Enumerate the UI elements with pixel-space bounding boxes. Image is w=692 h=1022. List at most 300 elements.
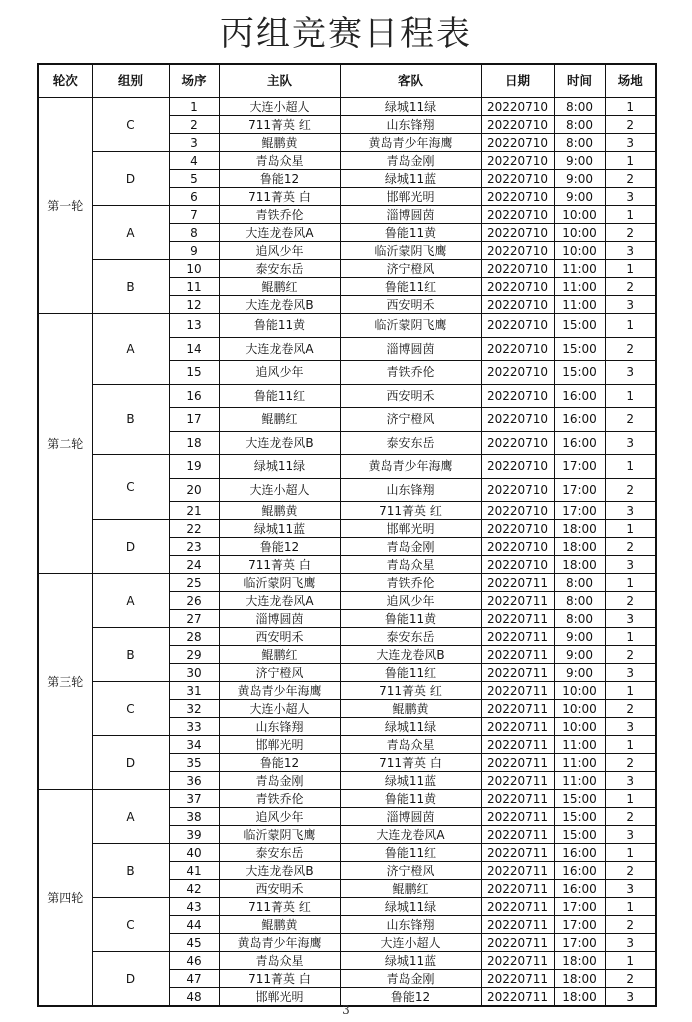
home-team: 泰安东岳	[219, 260, 340, 278]
venue: 2	[605, 646, 656, 664]
match-time: 8:00	[554, 592, 605, 610]
group-label: D	[92, 952, 169, 1007]
match-time: 8:00	[554, 98, 605, 116]
schedule-body	[38, 98, 656, 1007]
venue: 1	[605, 260, 656, 278]
venue: 3	[605, 826, 656, 844]
home-team: 青铁乔伦	[219, 790, 340, 808]
venue: 2	[605, 224, 656, 242]
venue: 3	[605, 664, 656, 682]
home-team: 鲁能12	[219, 754, 340, 772]
match-time: 10:00	[554, 242, 605, 260]
match-time: 11:00	[554, 278, 605, 296]
match-time: 17:00	[554, 478, 605, 502]
match-no: 26	[169, 592, 219, 610]
venue: 3	[605, 772, 656, 790]
match-date: 20220711	[481, 808, 554, 826]
group-label: C	[92, 898, 169, 952]
home-team: 鲲鹏红	[219, 646, 340, 664]
match-no: 43	[169, 898, 219, 916]
home-team: 大连龙卷风A	[219, 224, 340, 242]
match-date: 20220710	[481, 278, 554, 296]
match-date: 20220711	[481, 862, 554, 880]
match-no: 15	[169, 361, 219, 385]
away-team: 临沂蒙阴飞鹰	[340, 242, 481, 260]
match-no: 34	[169, 736, 219, 754]
home-team: 大连龙卷风B	[219, 431, 340, 455]
away-team: 鲁能11黄	[340, 224, 481, 242]
venue: 2	[605, 700, 656, 718]
table-row	[38, 520, 656, 538]
away-team: 绿城11蓝	[340, 952, 481, 970]
home-team: 大连龙卷风A	[219, 337, 340, 361]
match-date: 20220711	[481, 610, 554, 628]
match-time: 10:00	[554, 718, 605, 736]
match-no: 11	[169, 278, 219, 296]
match-no: 19	[169, 455, 219, 479]
match-time: 18:00	[554, 538, 605, 556]
match-date: 20220711	[481, 700, 554, 718]
header-venue: 场地	[605, 64, 656, 98]
group-label: A	[92, 574, 169, 628]
home-team: 鲲鹏黄	[219, 134, 340, 152]
match-date: 20220710	[481, 408, 554, 432]
away-team: 泰安东岳	[340, 431, 481, 455]
home-team: 鲲鹏红	[219, 278, 340, 296]
match-time: 16:00	[554, 880, 605, 898]
match-time: 18:00	[554, 556, 605, 574]
away-team: 大连龙卷风A	[340, 826, 481, 844]
away-team: 鲁能12	[340, 988, 481, 1007]
away-team: 青铁乔伦	[340, 361, 481, 385]
away-team: 山东锋翔	[340, 916, 481, 934]
venue: 3	[605, 988, 656, 1007]
home-team: 淄博圆茵	[219, 610, 340, 628]
match-time: 10:00	[554, 700, 605, 718]
match-no: 20	[169, 478, 219, 502]
header-time: 时间	[554, 64, 605, 98]
away-team: 大连龙卷风B	[340, 646, 481, 664]
match-date: 20220710	[481, 152, 554, 170]
match-date: 20220711	[481, 934, 554, 952]
home-team: 济宁橙风	[219, 664, 340, 682]
match-no: 24	[169, 556, 219, 574]
venue: 2	[605, 916, 656, 934]
home-team: 西安明禾	[219, 880, 340, 898]
away-team: 绿城11绿	[340, 718, 481, 736]
match-date: 20220710	[481, 361, 554, 385]
venue: 1	[605, 520, 656, 538]
match-no: 44	[169, 916, 219, 934]
round-label: 第四轮	[38, 790, 92, 1007]
match-date: 20220710	[481, 502, 554, 520]
match-no: 40	[169, 844, 219, 862]
match-date: 20220711	[481, 844, 554, 862]
home-team: 鲲鹏黄	[219, 916, 340, 934]
home-team: 711菁英 白	[219, 188, 340, 206]
venue: 1	[605, 384, 656, 408]
table-row	[38, 952, 656, 970]
match-no: 45	[169, 934, 219, 952]
match-time: 11:00	[554, 296, 605, 314]
match-no: 7	[169, 206, 219, 224]
home-team: 青岛众星	[219, 952, 340, 970]
round-label: 第二轮	[38, 314, 92, 574]
header-row	[38, 64, 656, 98]
match-no: 10	[169, 260, 219, 278]
away-team: 山东锋翔	[340, 116, 481, 134]
match-no: 14	[169, 337, 219, 361]
venue: 1	[605, 898, 656, 916]
table-row	[38, 736, 656, 754]
away-team: 大连小超人	[340, 934, 481, 952]
home-team: 邯郸光明	[219, 988, 340, 1007]
home-team: 追风少年	[219, 808, 340, 826]
away-team: 西安明禾	[340, 296, 481, 314]
match-date: 20220710	[481, 455, 554, 479]
group-label: D	[92, 736, 169, 790]
match-no: 22	[169, 520, 219, 538]
away-team: 鲁能11红	[340, 844, 481, 862]
group-label: C	[92, 455, 169, 520]
match-time: 18:00	[554, 988, 605, 1007]
venue: 3	[605, 188, 656, 206]
page-number: 3	[342, 1003, 350, 1017]
match-time: 9:00	[554, 664, 605, 682]
away-team: 青岛众星	[340, 556, 481, 574]
home-team: 黄岛青少年海鹰	[219, 682, 340, 700]
match-time: 16:00	[554, 408, 605, 432]
venue: 1	[605, 152, 656, 170]
match-time: 9:00	[554, 152, 605, 170]
header-match-no: 场序	[169, 64, 219, 98]
table-row	[38, 98, 656, 116]
venue: 3	[605, 361, 656, 385]
match-no: 48	[169, 988, 219, 1007]
match-no: 35	[169, 754, 219, 772]
venue: 2	[605, 478, 656, 502]
header-home: 主队	[219, 64, 340, 98]
away-team: 绿城11蓝	[340, 772, 481, 790]
home-team: 711菁英 白	[219, 556, 340, 574]
match-date: 20220711	[481, 736, 554, 754]
away-team: 711菁英 红	[340, 502, 481, 520]
match-time: 17:00	[554, 934, 605, 952]
match-time: 17:00	[554, 916, 605, 934]
match-date: 20220711	[481, 646, 554, 664]
venue: 1	[605, 574, 656, 592]
group-label: B	[92, 260, 169, 314]
match-time: 15:00	[554, 361, 605, 385]
match-date: 20220710	[481, 98, 554, 116]
match-date: 20220710	[481, 224, 554, 242]
home-team: 泰安东岳	[219, 844, 340, 862]
home-team: 鲁能11红	[219, 384, 340, 408]
match-no: 4	[169, 152, 219, 170]
away-team: 鲲鹏红	[340, 880, 481, 898]
match-time: 9:00	[554, 628, 605, 646]
venue: 1	[605, 790, 656, 808]
away-team: 泰安东岳	[340, 628, 481, 646]
away-team: 鲁能11红	[340, 278, 481, 296]
match-time: 10:00	[554, 206, 605, 224]
away-team: 淄博圆茵	[340, 206, 481, 224]
venue: 2	[605, 592, 656, 610]
match-time: 8:00	[554, 116, 605, 134]
match-date: 20220710	[481, 116, 554, 134]
away-team: 711菁英 白	[340, 754, 481, 772]
match-time: 9:00	[554, 170, 605, 188]
home-team: 鲁能11黄	[219, 314, 340, 338]
match-date: 20220711	[481, 718, 554, 736]
away-team: 济宁橙风	[340, 260, 481, 278]
table-row	[38, 260, 656, 278]
table-row	[38, 790, 656, 808]
group-label: A	[92, 206, 169, 260]
home-team: 山东锋翔	[219, 718, 340, 736]
venue: 2	[605, 970, 656, 988]
match-date: 20220711	[481, 952, 554, 970]
home-team: 鲲鹏红	[219, 408, 340, 432]
away-team: 青岛众星	[340, 736, 481, 754]
match-time: 16:00	[554, 431, 605, 455]
venue: 1	[605, 952, 656, 970]
table-row	[38, 682, 656, 700]
match-time: 15:00	[554, 314, 605, 338]
match-no: 33	[169, 718, 219, 736]
match-time: 16:00	[554, 384, 605, 408]
match-date: 20220711	[481, 628, 554, 646]
match-no: 37	[169, 790, 219, 808]
match-date: 20220710	[481, 134, 554, 152]
home-team: 711菁英 红	[219, 898, 340, 916]
match-no: 39	[169, 826, 219, 844]
venue: 1	[605, 844, 656, 862]
home-team: 鲁能12	[219, 170, 340, 188]
table-row	[38, 898, 656, 916]
match-no: 5	[169, 170, 219, 188]
table-row	[38, 574, 656, 592]
away-team: 淄博圆茵	[340, 808, 481, 826]
match-time: 17:00	[554, 502, 605, 520]
match-time: 16:00	[554, 862, 605, 880]
match-time: 15:00	[554, 790, 605, 808]
match-no: 8	[169, 224, 219, 242]
match-date: 20220710	[481, 242, 554, 260]
match-no: 29	[169, 646, 219, 664]
match-time: 11:00	[554, 260, 605, 278]
venue: 2	[605, 278, 656, 296]
match-date: 20220710	[481, 206, 554, 224]
match-time: 18:00	[554, 970, 605, 988]
home-team: 追风少年	[219, 242, 340, 260]
venue: 3	[605, 880, 656, 898]
match-date: 20220710	[481, 170, 554, 188]
match-no: 42	[169, 880, 219, 898]
match-no: 46	[169, 952, 219, 970]
group-label: B	[92, 844, 169, 898]
away-team: 追风少年	[340, 592, 481, 610]
away-team: 鲲鹏黄	[340, 700, 481, 718]
match-no: 6	[169, 188, 219, 206]
venue: 1	[605, 314, 656, 338]
match-time: 16:00	[554, 844, 605, 862]
group-label: B	[92, 384, 169, 455]
match-date: 20220710	[481, 478, 554, 502]
match-date: 20220711	[481, 970, 554, 988]
header-away: 客队	[340, 64, 481, 98]
header-round: 轮次	[38, 64, 92, 98]
match-no: 41	[169, 862, 219, 880]
group-label: D	[92, 520, 169, 574]
match-time: 8:00	[554, 574, 605, 592]
venue: 3	[605, 242, 656, 260]
match-date: 20220710	[481, 260, 554, 278]
match-no: 21	[169, 502, 219, 520]
match-no: 16	[169, 384, 219, 408]
venue: 2	[605, 170, 656, 188]
match-time: 10:00	[554, 682, 605, 700]
table-row	[38, 455, 656, 479]
venue: 2	[605, 116, 656, 134]
home-team: 大连小超人	[219, 98, 340, 116]
home-team: 邯郸光明	[219, 736, 340, 754]
away-team: 邯郸光明	[340, 520, 481, 538]
group-label: A	[92, 790, 169, 844]
match-date: 20220710	[481, 337, 554, 361]
away-team: 绿城11蓝	[340, 170, 481, 188]
match-time: 15:00	[554, 337, 605, 361]
match-no: 12	[169, 296, 219, 314]
match-date: 20220710	[481, 556, 554, 574]
match-time: 11:00	[554, 736, 605, 754]
venue: 3	[605, 934, 656, 952]
venue: 3	[605, 502, 656, 520]
match-no: 47	[169, 970, 219, 988]
match-date: 20220711	[481, 898, 554, 916]
match-date: 20220711	[481, 880, 554, 898]
venue: 3	[605, 610, 656, 628]
match-time: 17:00	[554, 898, 605, 916]
venue: 2	[605, 862, 656, 880]
match-time: 9:00	[554, 188, 605, 206]
home-team: 追风少年	[219, 361, 340, 385]
venue: 3	[605, 134, 656, 152]
match-date: 20220710	[481, 188, 554, 206]
venue: 2	[605, 337, 656, 361]
venue: 2	[605, 754, 656, 772]
match-no: 3	[169, 134, 219, 152]
venue: 1	[605, 736, 656, 754]
match-no: 2	[169, 116, 219, 134]
group-label: A	[92, 314, 169, 385]
venue: 2	[605, 408, 656, 432]
away-team: 青岛金刚	[340, 152, 481, 170]
match-no: 30	[169, 664, 219, 682]
home-team: 711菁英 白	[219, 970, 340, 988]
match-no: 36	[169, 772, 219, 790]
home-team: 绿城11蓝	[219, 520, 340, 538]
table-row	[38, 384, 656, 408]
match-time: 8:00	[554, 134, 605, 152]
home-team: 大连小超人	[219, 478, 340, 502]
home-team: 鲁能12	[219, 538, 340, 556]
venue: 3	[605, 431, 656, 455]
group-label: D	[92, 152, 169, 206]
match-date: 20220711	[481, 826, 554, 844]
match-no: 17	[169, 408, 219, 432]
match-date: 20220711	[481, 988, 554, 1007]
home-team: 大连龙卷风A	[219, 592, 340, 610]
table-row	[38, 844, 656, 862]
home-team: 大连小超人	[219, 700, 340, 718]
match-no: 23	[169, 538, 219, 556]
home-team: 鲲鹏黄	[219, 502, 340, 520]
match-time: 9:00	[554, 646, 605, 664]
match-no: 9	[169, 242, 219, 260]
group-label: B	[92, 628, 169, 682]
away-team: 邯郸光明	[340, 188, 481, 206]
match-date: 20220711	[481, 916, 554, 934]
home-team: 绿城11绿	[219, 455, 340, 479]
match-time: 15:00	[554, 808, 605, 826]
round-label: 第一轮	[38, 98, 92, 314]
home-team: 大连龙卷风B	[219, 862, 340, 880]
match-no: 13	[169, 314, 219, 338]
away-team: 鲁能11黄	[340, 610, 481, 628]
match-time: 11:00	[554, 754, 605, 772]
home-team: 临沂蒙阴飞鹰	[219, 826, 340, 844]
match-date: 20220711	[481, 754, 554, 772]
away-team: 青岛金刚	[340, 538, 481, 556]
venue: 1	[605, 455, 656, 479]
match-date: 20220711	[481, 682, 554, 700]
venue: 3	[605, 718, 656, 736]
home-team: 黄岛青少年海鹰	[219, 934, 340, 952]
away-team: 青岛金刚	[340, 970, 481, 988]
home-team: 临沂蒙阴飞鹰	[219, 574, 340, 592]
match-date: 20220711	[481, 592, 554, 610]
away-team: 临沂蒙阴飞鹰	[340, 314, 481, 338]
match-no: 28	[169, 628, 219, 646]
venue: 3	[605, 556, 656, 574]
match-no: 25	[169, 574, 219, 592]
away-team: 西安明禾	[340, 384, 481, 408]
home-team: 青铁乔伦	[219, 206, 340, 224]
match-time: 18:00	[554, 952, 605, 970]
home-team: 青岛金刚	[219, 772, 340, 790]
schedule-table	[37, 63, 657, 1007]
away-team: 黄岛青少年海鹰	[340, 455, 481, 479]
match-date: 20220711	[481, 664, 554, 682]
table-row	[38, 206, 656, 224]
match-time: 17:00	[554, 455, 605, 479]
match-no: 32	[169, 700, 219, 718]
away-team: 济宁橙风	[340, 408, 481, 432]
table-row	[38, 152, 656, 170]
venue: 2	[605, 538, 656, 556]
away-team: 绿城11绿	[340, 898, 481, 916]
venue: 1	[605, 206, 656, 224]
group-label: C	[92, 682, 169, 736]
away-team: 济宁橙风	[340, 862, 481, 880]
venue: 1	[605, 628, 656, 646]
home-team: 大连龙卷风B	[219, 296, 340, 314]
group-label: C	[92, 98, 169, 152]
match-no: 38	[169, 808, 219, 826]
away-team: 711菁英 红	[340, 682, 481, 700]
away-team: 山东锋翔	[340, 478, 481, 502]
